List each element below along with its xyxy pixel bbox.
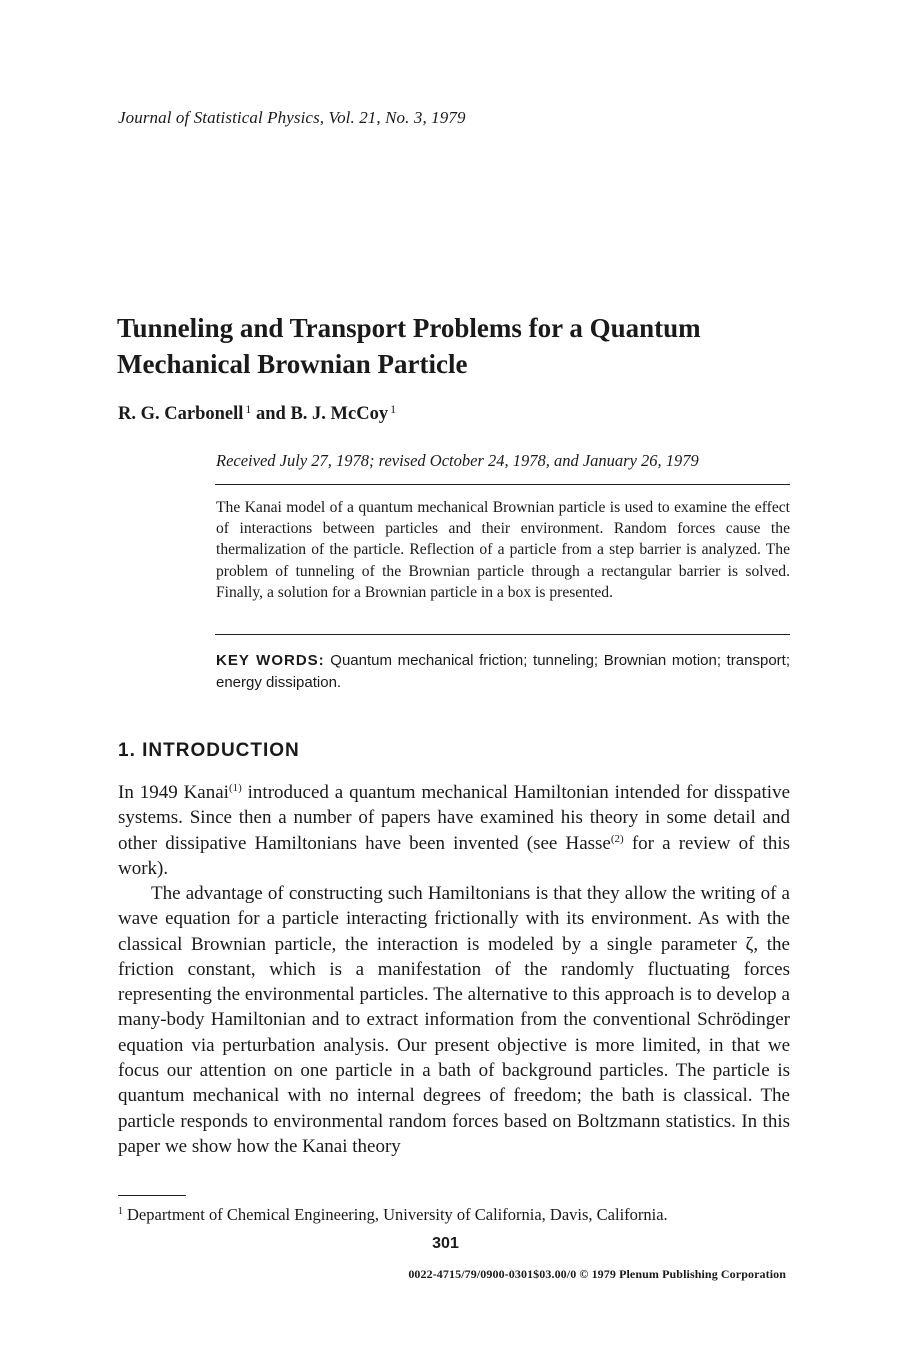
keywords-list: Quantum mechanical friction; tunneling; Brownian motion; transport; energy dissipation.: [216, 652, 790, 691]
paragraph: The advantage of constructing such Hamiltonians is that they allow the writing of a wave equation for a particle interacting frictionally with its environment. As with the classical Brownian particle, the interaction is modeled by a single parameter ζ, the friction constant, which is a manifestation of the randomly fluctuating forces representing the environmental particles. The alternative to this approach is to develop a many-body Hamiltonian and to extract information from the conventional Schrödinger equation via perturbation analysis. Our present objective is more limited, in that we focus our attention on one particle in a bath of background particles. The particle is quantum mechanical with no internal degrees of freedom; the bath is classical. The particle responds to environmental random forces based on Boltzmann statistics. In this paper we show how the Kanai theory: [118, 883, 790, 1157]
article-title: Tunneling and Transport Problems for a Quantum Mechanical Brownian Particle: [117, 313, 701, 379]
author-separator: and: [256, 404, 286, 424]
abstract-top-rule: [215, 484, 790, 485]
footnote-rule: [118, 1195, 186, 1196]
affiliation-mark: 1: [245, 402, 252, 416]
section-heading: 1. INTRODUCTION: [118, 740, 300, 761]
paragraph-text: In 1949 Kanai: [118, 782, 229, 803]
paragraph-text: for a review of this work).: [118, 832, 790, 879]
author-name: B. J. McCoy: [290, 404, 389, 424]
page-number-container: [0, 1235, 901, 1253]
paragraph-text: introduced a quantum mechanical Hamiltonian intended for disspative systems. Since then a number of papers have examined his theory in some detail and other dissipative Hamiltonians have been invented (see Hasse: [118, 782, 790, 854]
footnote: [118, 1205, 668, 1225]
journal-citation: Journal of Statistical Physics, Vol. 21, No. 3, 1979: [118, 108, 466, 127]
abstract: The Kanai model of a quantum mechanical Brownian particle is used to examine the effect of interactions between particles and their environment. Random forces cause the thermalization of the particle. Reflection of a particle from a step barrier is analyzed. The problem of tunneling of the Brownian particle through a rectangular barrier is solved. Finally, a solution for a Brownian particle in a box is presented.: [216, 499, 790, 601]
footnote-text: Department of Chemical Engineering, University of California, Davis, California.: [127, 1205, 668, 1224]
page-number: 301: [432, 1235, 459, 1252]
abstract-bottom-rule: [215, 634, 790, 635]
received-dates: Received July 27, 1978; revised October 24, 1978, and January 26, 1979: [216, 451, 699, 470]
copyright-line: 0022-4715/79/0900-0301$03.00/0 © 1979 Plenum Publishing Corporation: [408, 1267, 786, 1281]
keywords: [216, 650, 790, 693]
author-name: R. G. Carbonell: [118, 404, 244, 424]
keywords-label: KEY WORDS:: [216, 652, 325, 669]
affiliation-mark: 1: [390, 402, 397, 416]
paragraph: [118, 780, 790, 881]
footnote-mark: 1: [118, 1206, 123, 1217]
citation-ref: (1): [228, 782, 242, 794]
citation-ref: (2): [610, 832, 624, 845]
author-list: [118, 402, 396, 425]
